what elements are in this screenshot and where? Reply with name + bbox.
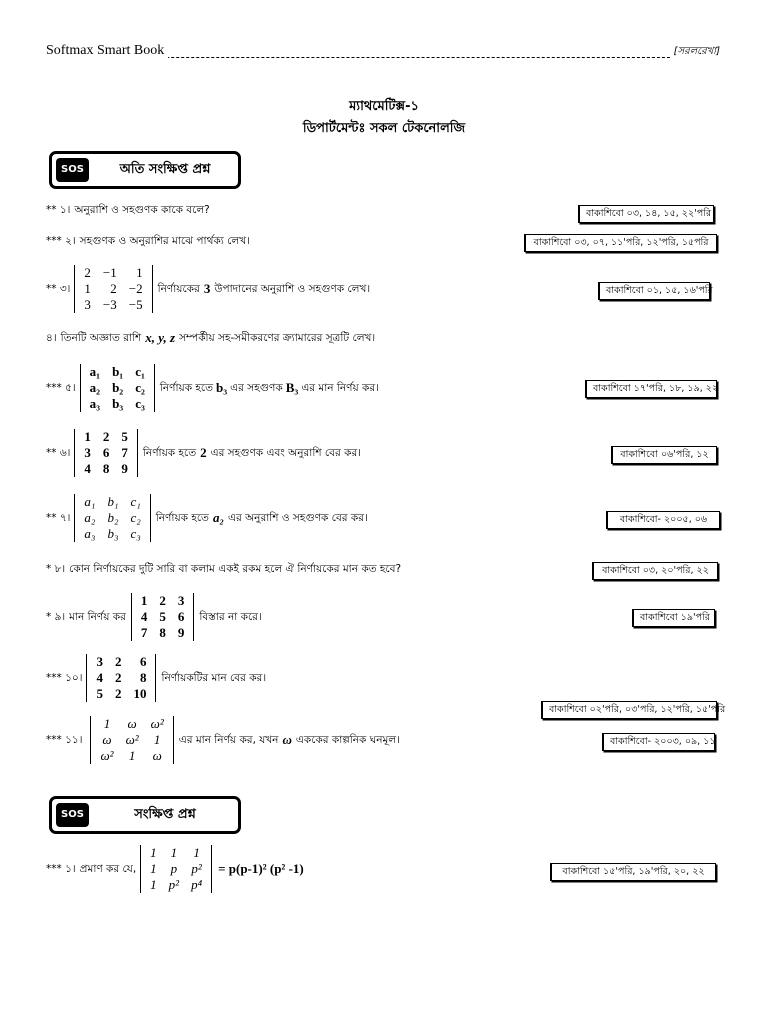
section-short-questions	[49, 796, 241, 834]
question-5	[46, 364, 379, 412]
question-text: সম্পর্কীয় সহ-সমীকরণের ক্র্যামারের সূত্রটি লেখ।	[179, 332, 376, 344]
matrix-cell: 1	[170, 845, 178, 860]
matrix-cell: 5	[96, 686, 103, 701]
reference-box: বাকাশিবো- ২০০৩, ০৯, ১১	[602, 733, 715, 751]
question-text: কোন নির্ণায়কের দুটি সারি বা কলাম একই রকম হলে ঐ নির্ণায়কের মান কত হবে?	[69, 563, 402, 575]
matrix-cell: 3	[177, 593, 185, 608]
question-3	[46, 265, 370, 313]
section-title: অতি সংক্ষিপ্ত প্রশ্ন	[119, 162, 211, 177]
matrix-cell: ω	[152, 748, 162, 763]
matrix-cell: b₂	[112, 380, 124, 395]
question-text: নির্ণায়কের	[157, 283, 200, 295]
question-label: ** ৩।	[46, 283, 71, 295]
question-7	[46, 494, 368, 542]
matrix-cell: 6	[102, 445, 110, 460]
question-2	[46, 234, 250, 248]
matrix-cell: 8	[159, 625, 166, 640]
question-label: *** ২।	[46, 235, 76, 247]
matrix-cell: c₃	[135, 396, 145, 411]
matrix-cell: b₁	[112, 364, 124, 379]
matrix-cell: 10	[133, 686, 147, 701]
subject-title: ম্যাথমেটিক্স-১	[349, 99, 419, 114]
matrix-cell: a₃	[89, 396, 101, 411]
math-number: 3	[203, 281, 211, 296]
matrix-cell: a₃	[84, 526, 96, 541]
equation-rhs: = p(p-1)² (p² -1)	[218, 861, 304, 876]
reference-box: বাকাশিবো ০২'পরি, ০৩'পরি, ১২'পরি, ১৫'পরি	[541, 701, 717, 719]
matrix-cell: c₃	[130, 526, 141, 541]
question-6	[46, 429, 361, 477]
matrix-cell: c₂	[130, 510, 141, 525]
matrix-cell: 8	[102, 461, 110, 476]
reference-box: বাকাশিবো ১৭'পরি, ১৮, ১৯, ২২	[585, 380, 717, 398]
matrix-cell: 1	[128, 748, 136, 763]
matrix-cell: −3	[102, 297, 117, 312]
reference-box: বাকাশিবো ০১, ১৫, ১৬'পরি	[598, 282, 710, 300]
question-text: নির্ণায়ক হতে	[159, 382, 214, 394]
matrix-cell: 2	[102, 429, 110, 444]
sos-badge: SOS	[56, 158, 89, 182]
math-symbol: B₃	[285, 380, 299, 395]
question-text: অনুরাশি ও সহগুণক কাকে বলে?	[74, 204, 210, 216]
question-text: এর সহগুণক	[230, 382, 283, 394]
matrix-cell: 5	[159, 609, 166, 624]
matrix-cell: a₁	[89, 364, 101, 379]
question-label: ** ১।	[46, 204, 71, 216]
matrix-cell: 4	[84, 461, 91, 476]
matrix-cell: 5	[121, 429, 128, 444]
matrix-cell: 6	[139, 654, 147, 669]
question-label: *** ১১।	[46, 734, 83, 746]
reference-box: বাকাশিবো- ২০০৫, ০৬	[606, 511, 720, 529]
reference-box: বাকাশিবো ০৩, ১৪, ১৫, ২২'পরি	[578, 205, 714, 223]
question-8	[46, 562, 401, 576]
question-text: সহগুণক ও অনুরাশির মাঝে পার্থক্য লেখ।	[79, 235, 250, 247]
matrix-cell: 1	[193, 845, 200, 860]
math-symbol: ω	[282, 732, 292, 747]
section-very-short-questions	[49, 151, 241, 189]
matrix-cell: 4	[140, 609, 148, 624]
matrix-cell: b₃	[107, 526, 119, 541]
matrix-cell: b₁	[107, 494, 119, 509]
determinant	[74, 429, 138, 477]
question-4	[46, 331, 375, 345]
sos-badge: SOS	[56, 803, 89, 827]
matrix-cell: c₁	[135, 364, 145, 379]
question-text: নির্ণায়ক হতে	[155, 512, 209, 524]
matrix-cell: 9	[177, 625, 185, 640]
matrix-cell: ω²	[125, 732, 139, 747]
reference-box: বাকাশিবো ০৩, ০৭, ১১'পরি, ১২'পরি, ১৫পরি	[524, 234, 717, 252]
matrix-cell: −2	[128, 281, 143, 296]
matrix-cell: c₁	[130, 494, 141, 509]
reference-box: বাকাশিবো ১৯'পরি	[632, 609, 715, 627]
matrix-cell: −5	[128, 297, 143, 312]
brand-name: Softmax Smart Book	[46, 43, 168, 59]
question-text: মান নির্ণয় কর	[69, 611, 126, 623]
matrix-cell: 1	[150, 861, 157, 876]
matrix-cell: a₂	[89, 380, 101, 395]
determinant	[80, 364, 155, 412]
question-label: *** ১।	[46, 863, 76, 875]
matrix-cell: 1	[153, 732, 161, 747]
question-text: বিস্তার না করে।	[199, 611, 262, 623]
matrix-cell: 2	[114, 670, 122, 685]
matrix-cell: a₁	[84, 494, 96, 509]
matrix-cell: 1	[84, 429, 91, 444]
math-number: 2	[200, 445, 207, 460]
question-text: উপাদানের অনুরাশি ও সহগুণক লেখ।	[214, 283, 371, 295]
determinant	[140, 845, 212, 893]
matrix-cell: ω²	[150, 716, 164, 731]
question-text: এর অনুরাশি ও সহগুণক বের কর।	[227, 512, 368, 524]
reference-box: বাকাশিবো ০৩, ২০'পরি, ২২	[592, 562, 718, 580]
question-text: এককের কাল্পনিক ঘনমূল।	[295, 734, 400, 746]
determinant	[86, 654, 156, 702]
question-label: *** ৫।	[46, 382, 76, 394]
matrix-cell: p²	[168, 877, 180, 892]
matrix-cell: 3	[84, 297, 91, 312]
question-label: ** ৭।	[46, 512, 71, 524]
matrix-cell: 2	[114, 686, 122, 701]
matrix-cell: 7	[121, 445, 128, 460]
determinant	[74, 494, 150, 542]
determinant	[90, 716, 173, 764]
chapter-tag: [সরলরেখা]	[670, 44, 720, 61]
question-11	[46, 716, 400, 764]
matrix-cell: p⁴	[191, 877, 203, 892]
matrix-cell: 3	[96, 654, 103, 669]
determinant	[131, 593, 195, 641]
question-label: *** ১০।	[46, 672, 83, 684]
math-symbol: a₂	[212, 510, 224, 525]
matrix-cell: a₂	[84, 510, 96, 525]
matrix-cell: 7	[140, 625, 148, 640]
math-symbol: b₃	[216, 380, 228, 395]
matrix-cell: 1	[150, 845, 157, 860]
matrix-cell: −1	[102, 265, 117, 280]
matrix-cell: 9	[121, 461, 128, 476]
question-text: নির্ণায়ক হতে	[142, 447, 197, 459]
matrix-cell: 2	[84, 265, 91, 280]
matrix-cell: ω²	[100, 748, 114, 763]
matrix-cell: 6	[177, 609, 185, 624]
question-label: * ৯।	[46, 611, 66, 623]
matrix-cell: 1	[84, 281, 91, 296]
page-header	[46, 43, 720, 63]
question-9	[46, 593, 262, 641]
math-variables: x, y, z	[145, 330, 176, 345]
question-label: * ৮।	[46, 563, 66, 575]
matrix-cell: 1	[103, 716, 111, 731]
reference-box: বাকাশিবো ০৬'পরি, ১২	[611, 446, 717, 464]
matrix-cell: 1	[140, 593, 148, 608]
matrix-cell: p²	[191, 861, 202, 876]
matrix-cell: ω	[102, 732, 112, 747]
question-10	[46, 654, 266, 702]
matrix-cell: 3	[84, 445, 91, 460]
matrix-cell: 2	[159, 593, 166, 608]
matrix-cell: ω	[127, 716, 137, 731]
matrix-cell: b₂	[107, 510, 119, 525]
determinant	[74, 265, 152, 313]
matrix-cell: 1	[150, 877, 157, 892]
question-text: প্রমাণ কর যে,	[79, 863, 137, 875]
department-title: ডিপার্টমেন্টঃ সকল টেকনোলজি	[302, 121, 466, 136]
question-text: তিনটি অজ্ঞাত রাশি	[60, 332, 142, 344]
question-text: এর মান নির্ণয় কর, যখন	[178, 734, 279, 746]
reference-box: বাকাশিবো ১৫'পরি, ১৯'পরি, ২০, ২২	[550, 863, 716, 881]
short-question-1	[46, 845, 304, 893]
matrix-cell: b₃	[112, 396, 124, 411]
matrix-cell: 1	[136, 265, 143, 280]
section-title: সংক্ষিপ্ত প্রশ্ন	[134, 807, 196, 822]
matrix-cell: 4	[96, 670, 103, 685]
matrix-cell: c₂	[135, 380, 145, 395]
question-label: ** ৬।	[46, 447, 71, 459]
question-1	[46, 203, 210, 217]
question-text: এর মান নির্ণয় কর।	[301, 382, 379, 394]
matrix-cell: 8	[139, 670, 147, 685]
matrix-cell: 2	[114, 654, 122, 669]
matrix-cell: p	[170, 861, 178, 876]
question-text: এর সহগুণক এবং অনুরাশি বের কর।	[210, 447, 361, 459]
question-label: ৪।	[46, 332, 57, 344]
matrix-cell: 2	[110, 281, 117, 296]
question-text: নির্ণায়কটির মান বের কর।	[161, 672, 267, 684]
